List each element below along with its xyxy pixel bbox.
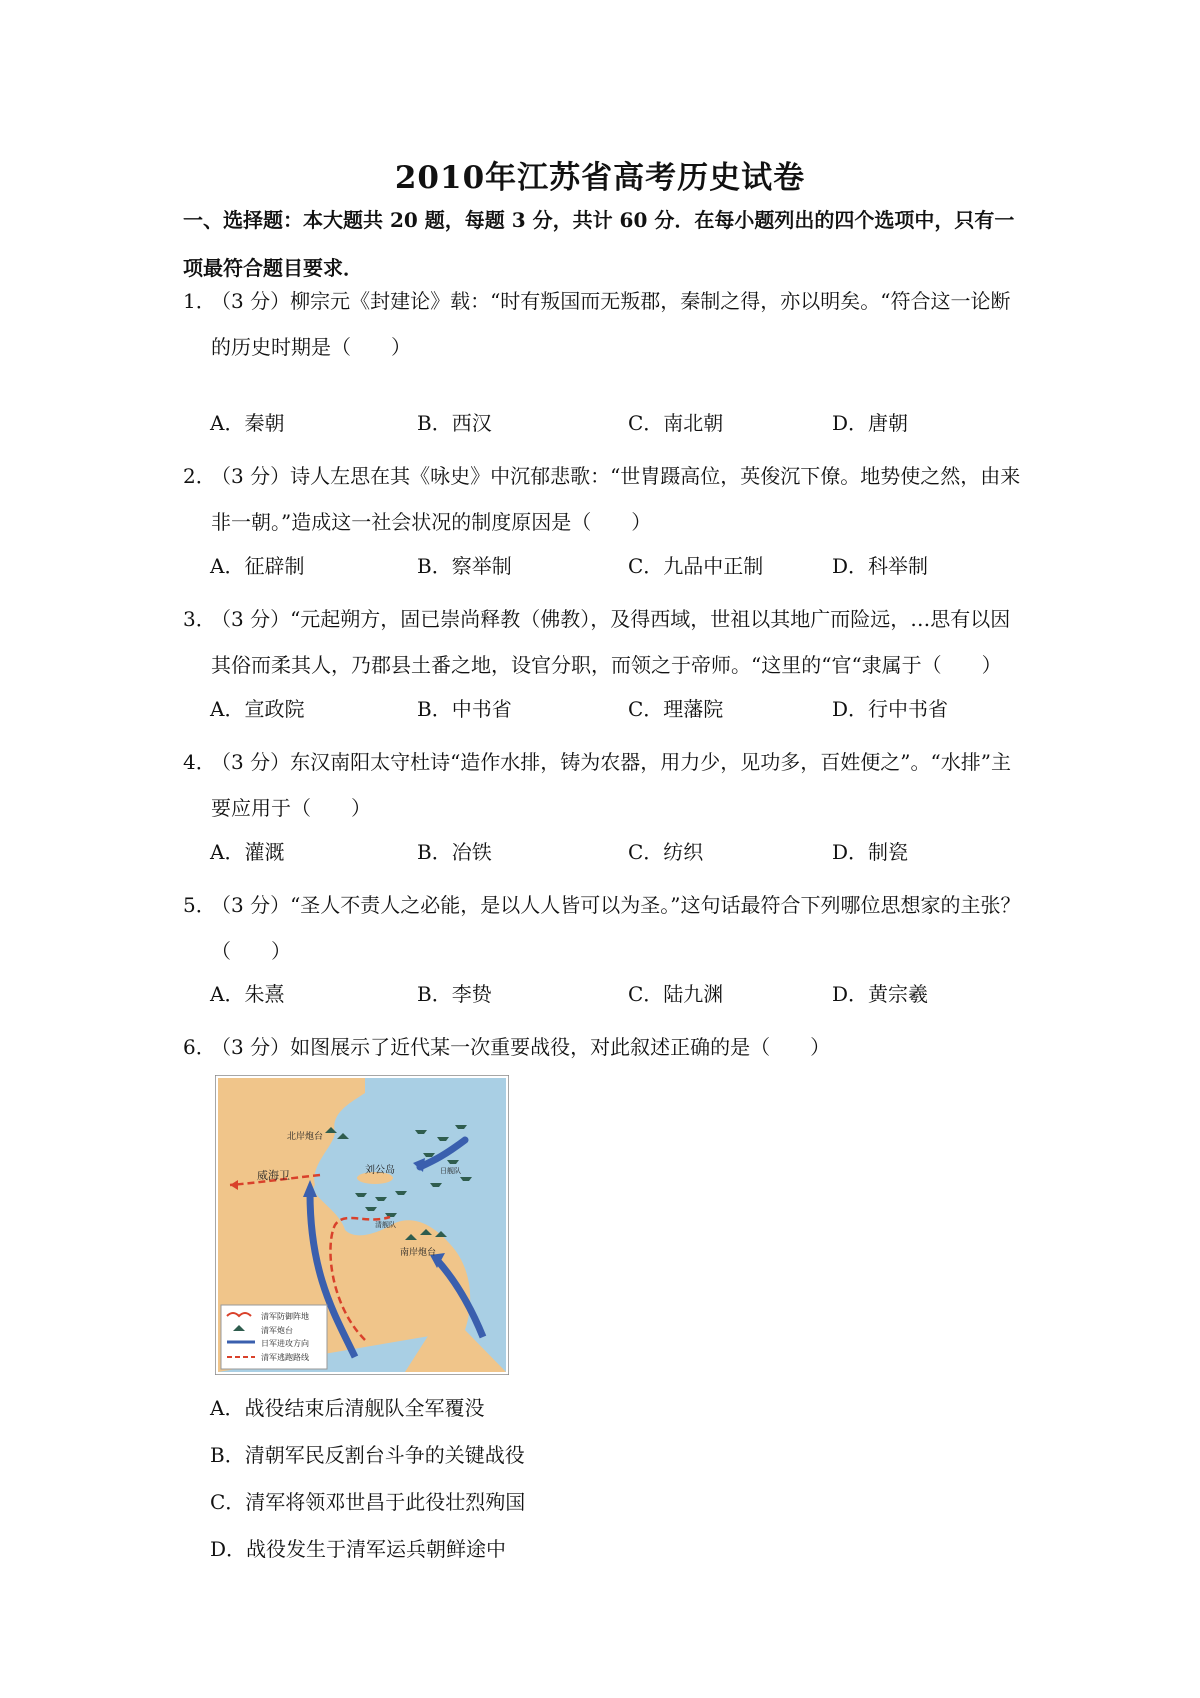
- option-c: C．理藩院: [628, 697, 724, 721]
- question-stem: （3 分）“圣人不责人之必能，是以人人皆可以为圣。”这句话最符合下列哪位思想家的主张？（ ）: [211, 893, 1021, 963]
- legend-item: 清军炮台: [261, 1326, 293, 1335]
- legend-item: 清军逃跑路线: [261, 1353, 309, 1362]
- option-b: B．中书省: [417, 697, 512, 721]
- option-b: B．冶铁: [417, 840, 492, 864]
- option-c: C．九品中正制: [628, 554, 764, 578]
- question-5: [183, 882, 1028, 974]
- options-1: [210, 407, 1030, 439]
- weihaiwei-battle-map: [215, 1075, 509, 1375]
- option-a: A．秦朝: [210, 411, 285, 435]
- options-4: [210, 836, 1030, 868]
- question-2: [183, 453, 1028, 545]
- question-stem: （3 分）诗人左思在其《咏史》中沉郁悲歌：“世胄蹑高位，英俊沉下僚。地势使之然，由来非一朝。”造成这一社会状况的制度原因是（ ）: [211, 464, 1021, 534]
- map-label-north-fort: 北岸炮台: [287, 1132, 324, 1142]
- option-b: B．清朝军民反割台斗争的关键战役: [210, 1443, 525, 1467]
- question-number: 3．: [183, 607, 216, 631]
- option-a: A．灌溉: [210, 840, 285, 864]
- options-2: [210, 550, 1030, 582]
- question-stem: （3 分）“元起朔方，固已崇尚释教（佛教），及得西域，世祖以其地广而险远，…思有以因其俗而柔其人，乃郡县土番之地，设官分职，而领之于帝师。“这里的“官“隶属于（ ）: [211, 607, 1011, 677]
- question-number: 1．: [183, 289, 216, 313]
- options-3: [210, 693, 1030, 725]
- map-label-weihaiwei: 威海卫: [257, 1169, 290, 1182]
- option-a: A．战役结束后清舰队全军覆没: [210, 1396, 485, 1420]
- question-number: 4．: [183, 750, 216, 774]
- question-3: [183, 596, 1028, 688]
- legend-item: 清军防御阵地: [261, 1312, 309, 1321]
- option-d: D．黄宗羲: [832, 982, 929, 1006]
- map-label-liugong: 刘公岛: [365, 1165, 395, 1176]
- map-label-japan-fleet: 日舰队: [440, 1167, 461, 1175]
- option-d: D．行中书省: [832, 697, 949, 721]
- map-label-qing-fleet: 清舰队: [375, 1221, 396, 1229]
- question-4: [183, 739, 1028, 831]
- question-stem: （3 分）如图展示了近代某一次重要战役，对此叙述正确的是（ ）: [211, 1035, 831, 1059]
- option-b: B．察举制: [417, 554, 512, 578]
- option-d: D．唐朝: [832, 411, 909, 435]
- question-stem: （3 分）东汉南阳太守杜诗“造作水排，铸为农器，用力少，见功多，百姓便之”。“水排”主要应用于（ ）: [211, 750, 1011, 820]
- section-heading: 一、选择题：本大题共 20 题，每题 3 分，共计 60 分．在每小题列出的四个选项中，只有一项最符合题目要求．: [183, 208, 1015, 280]
- legend-item: 日军进攻方向: [261, 1339, 309, 1348]
- question-6: [183, 1024, 1028, 1070]
- option-d: D．科举制: [832, 554, 929, 578]
- map-label-south-fort: 南岸炮台: [400, 1248, 437, 1258]
- question-stem: （3 分）柳宗元《封建论》载：“时有叛国而无叛郡，秦制之得，亦以明矣。“符合这一论断的历史时期是（ ）: [211, 289, 1011, 359]
- option-c: C．纺织: [628, 840, 704, 864]
- option-c: C．南北朝: [628, 411, 724, 435]
- question-number: 2．: [183, 464, 216, 488]
- option-a: A．朱熹: [210, 982, 285, 1006]
- option-a: A．征辟制: [210, 554, 305, 578]
- option-d: D．制瓷: [832, 840, 909, 864]
- page-title: 2010年江苏省高考历史试卷: [394, 160, 806, 196]
- question-number: 6．: [183, 1035, 216, 1059]
- option-b: B．李贽: [417, 982, 492, 1006]
- option-a: A．宣政院: [210, 697, 305, 721]
- option-c: C．清军将领邓世昌于此役壮烈殉国: [210, 1490, 526, 1514]
- question-number: 5．: [183, 893, 216, 917]
- option-d: D．战役发生于清军运兵朝鲜途中: [210, 1537, 507, 1561]
- options-6: [210, 1392, 525, 1580]
- option-b: B．西汉: [417, 411, 492, 435]
- option-c: C．陆九渊: [628, 982, 724, 1006]
- options-5: [210, 978, 1030, 1010]
- question-1: [183, 278, 1028, 370]
